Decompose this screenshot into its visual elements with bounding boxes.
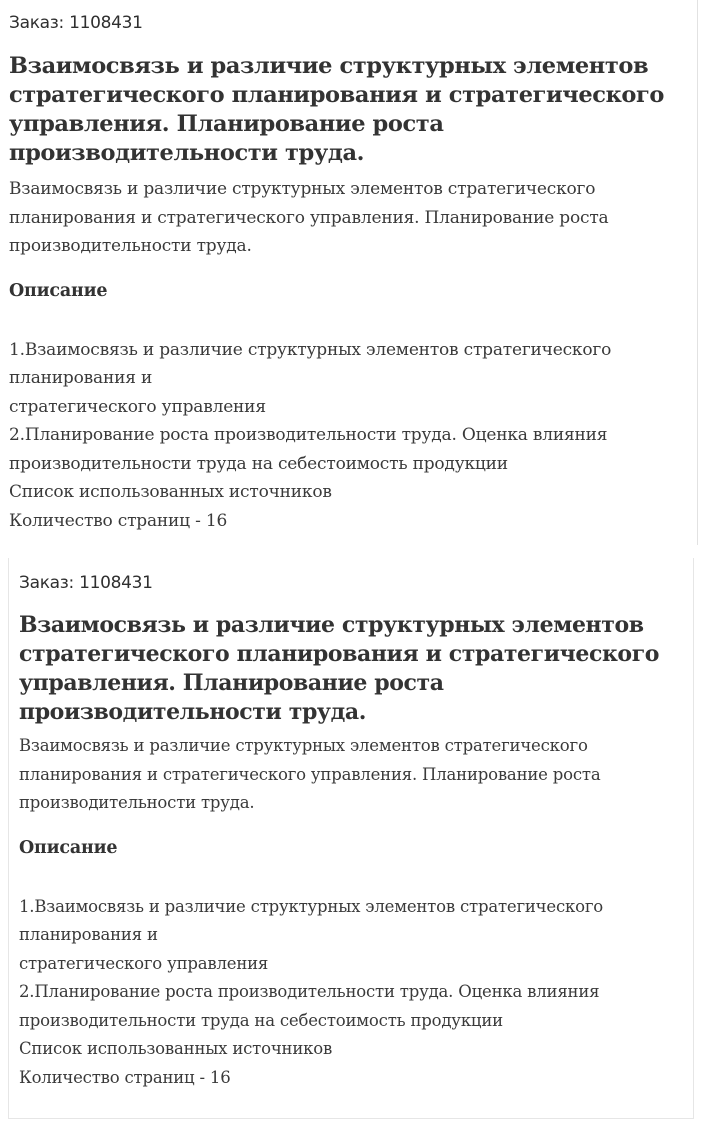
description-line: 2.Планирование роста производительности труда. Оценка влияния: [9, 425, 608, 445]
description-heading: Описание: [19, 837, 118, 858]
page-count: Количество страниц - 16: [9, 510, 228, 531]
order-number: Заказ: 1108431: [9, 13, 143, 33]
description-line: стратегического управления: [9, 396, 266, 417]
description-heading: Описание: [9, 280, 108, 301]
work-title: Взаимосвязь и различие структурных элементов стратегического планирования и стратегического управления. Планирование роста производительности труда.: [19, 612, 660, 725]
description-line: Список использованных источников: [9, 482, 332, 502]
description-list: [9, 336, 691, 536]
order-card-primary: [0, 0, 698, 545]
work-lead: Взаимосвязь и различие структурных элементов стратегического планирования и стратегического управления. Планирование роста производительности труда.: [9, 179, 609, 256]
work-lead: Взаимосвязь и различие структурных элементов стратегического планирования и стратегического управления. Планирование роста производительности труда.: [19, 736, 601, 812]
page-count: Количество страниц - 16: [19, 1067, 231, 1087]
description-line: 1.Взаимосвязь и различие структурных элементов стратегического: [9, 339, 612, 360]
order-card-content: [19, 558, 687, 1092]
description-line: производительности труда на себестоимость продукции: [9, 453, 508, 474]
description-line: 2.Планирование роста производительности труда. Оценка влияния: [19, 982, 600, 1001]
description-line: стратегического управления: [19, 953, 269, 973]
work-title: Взаимосвязь и различие структурных элементов стратегического планирования и стратегического управления. Планирование роста производительности труда.: [9, 53, 665, 166]
order-card-duplicate: [8, 558, 694, 1119]
description-list: [19, 893, 687, 1093]
order-number: Заказ: 1108431: [19, 573, 153, 593]
description-line: Список использованных источников: [19, 1039, 333, 1058]
description-line: 1.Взаимосвязь и различие структурных элементов стратегического: [19, 896, 604, 916]
description-line: планирования и: [9, 368, 153, 388]
order-card-content: [9, 0, 691, 535]
description-line: планирования и: [19, 925, 158, 944]
description-line: производительности труда на себестоимость продукции: [19, 1010, 503, 1030]
